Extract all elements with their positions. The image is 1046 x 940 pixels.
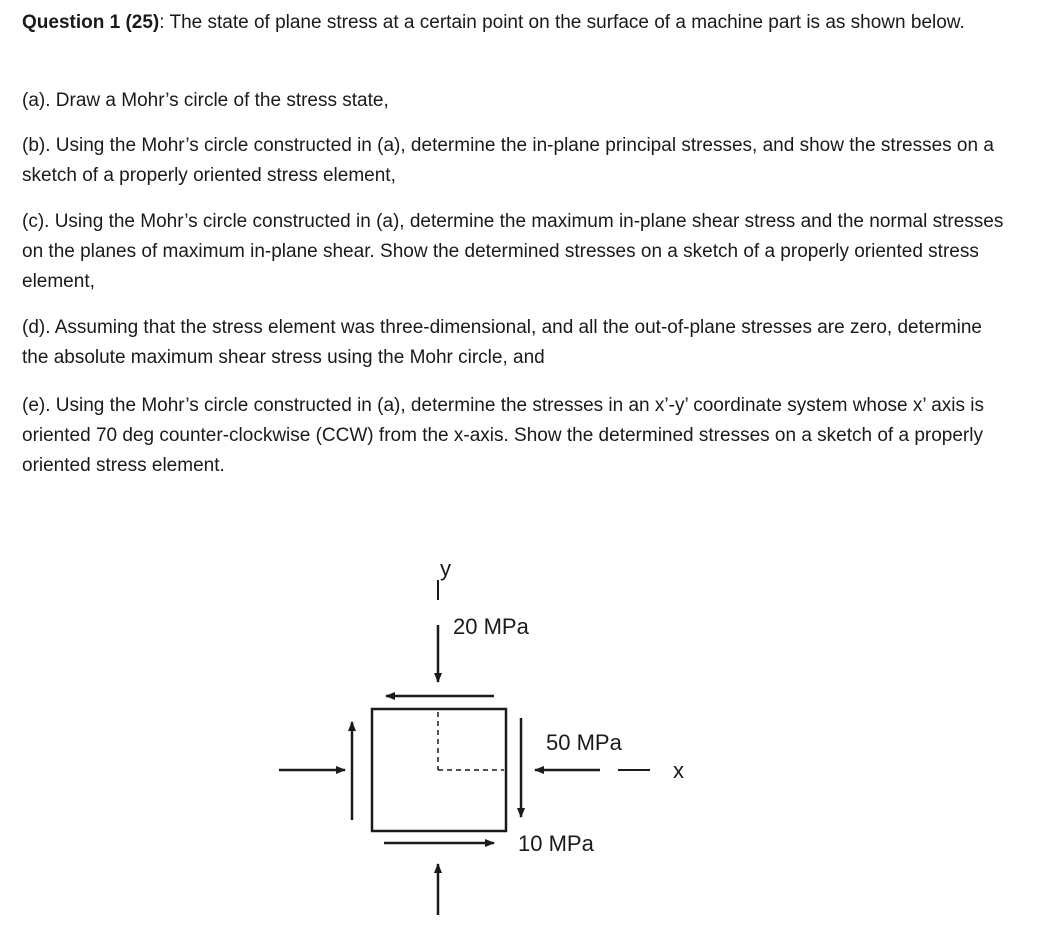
question-title: Question 1 (25) xyxy=(22,12,160,33)
y-axis-label: y xyxy=(440,556,451,581)
tau-label: 10 MPa xyxy=(518,831,594,856)
part-d: (d). Assuming that the stress element was three-dimensional, and all the out-of-plane stresses are zero, determine the absolute maximum shear stress using the Mohr circle, and xyxy=(22,317,982,368)
x-axis-label: x xyxy=(673,758,684,783)
part-a: (a). Draw a Mohr’s circle of the stress state, xyxy=(22,90,389,111)
part-b: (b). Using the Mohr’s circle constructed in (a), determine the in-plane principal stresses, and show the stresses on a sketch of a properly oriented stress element, xyxy=(22,135,994,186)
part-c: (c). Using the Mohr’s circle constructed in (a), determine the maximum in-plane shear stress and the normal stresses on the planes of maximum in-plane shear. Show the determined stresses on a sketch of a properly oriented stress element, xyxy=(22,211,1004,292)
question-intro-text: : The state of plane stress at a certain point on the surface of a machine part is as shown below. xyxy=(159,12,965,33)
sigma-y-label: 20 MPa xyxy=(453,614,529,639)
part-e: (e). Using the Mohr’s circle constructed in (a), determine the stresses in an x’-y’ coordinate system whose x’ axis is oriented 70 deg counter-clockwise (CCW) from the x-axis. Show the determined stresses on a sketch of a properly oriented stress element. xyxy=(22,395,984,476)
sigma-x-label: 50 MPa xyxy=(546,730,622,755)
